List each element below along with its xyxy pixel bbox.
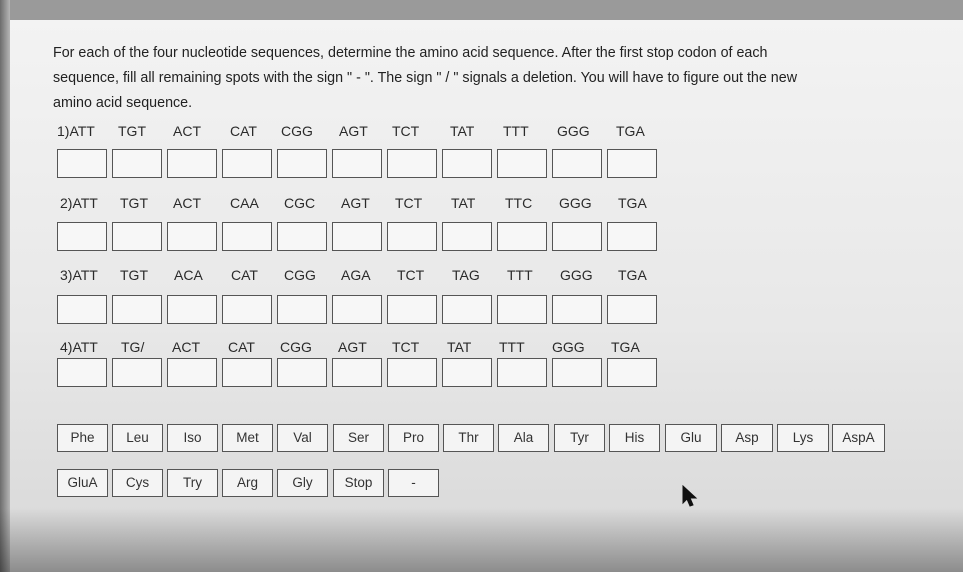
answer-box[interactable] [167, 295, 217, 324]
answer-box[interactable] [497, 295, 547, 324]
codon: CAT [228, 339, 255, 355]
answer-box[interactable] [442, 222, 492, 251]
answer-box[interactable] [607, 149, 657, 178]
codon: GGG [552, 339, 585, 355]
answer-box[interactable] [332, 149, 382, 178]
codon: GGG [557, 123, 590, 139]
answer-box[interactable] [167, 222, 217, 251]
codon: TAG [452, 267, 480, 283]
answer-box[interactable] [497, 222, 547, 251]
answer-box[interactable] [277, 358, 327, 387]
amino-chip-leu[interactable]: Leu [112, 424, 163, 452]
codon: TAT [447, 339, 472, 355]
codon: TGT [118, 123, 146, 139]
answer-box[interactable] [332, 295, 382, 324]
sequence-label: 3)ATT [60, 267, 98, 283]
answer-box[interactable] [112, 295, 162, 324]
answer-box[interactable] [497, 149, 547, 178]
codon: TTT [507, 267, 533, 283]
answer-box[interactable] [332, 358, 382, 387]
answer-box[interactable] [167, 149, 217, 178]
amino-chip-phe[interactable]: Phe [57, 424, 108, 452]
answer-box[interactable] [442, 358, 492, 387]
codon: CGG [284, 267, 316, 283]
codon: TGT [120, 267, 148, 283]
amino-chip-stop[interactable]: Stop [333, 469, 384, 497]
codon: CAA [230, 195, 259, 211]
codon: ACA [174, 267, 203, 283]
answer-box[interactable] [57, 222, 107, 251]
instructions-line-1: For each of the four nucleotide sequences, determine the amino acid sequence. After the first stop codon of each [53, 45, 768, 61]
amino-chip-glu[interactable]: Glu [665, 424, 717, 452]
codon: TGA [618, 267, 647, 283]
answer-box[interactable] [552, 149, 602, 178]
codon: CGG [281, 123, 313, 139]
instructions-text [53, 41, 913, 116]
amino-chip-ser[interactable]: Ser [333, 424, 384, 452]
codon: AGA [341, 267, 371, 283]
instructions-line-2: sequence, fill all remaining spots with the sign " - ". The sign " / " signals a deletion. You will have to figure out the new [53, 70, 798, 86]
answer-box[interactable] [387, 222, 437, 251]
amino-chip-gly[interactable]: Gly [277, 469, 328, 497]
amino-chip-arg[interactable]: Arg [222, 469, 273, 497]
amino-chip-glua[interactable]: GluA [57, 469, 108, 497]
answer-box[interactable] [222, 149, 272, 178]
answer-box[interactable] [332, 222, 382, 251]
amino-chip-iso[interactable]: Iso [167, 424, 218, 452]
answer-box[interactable] [112, 149, 162, 178]
codon: CAT [231, 267, 258, 283]
codon: CAT [230, 123, 257, 139]
codon: TGA [611, 339, 640, 355]
sequence-label: 2)ATT [60, 195, 98, 211]
answer-box[interactable] [387, 149, 437, 178]
codon: ACT [172, 339, 200, 355]
answer-box[interactable] [497, 358, 547, 387]
answer-box[interactable] [387, 295, 437, 324]
codon: TTC [505, 195, 533, 211]
codon: TCT [392, 339, 420, 355]
answer-box[interactable] [57, 149, 107, 178]
sequence-label: 1)ATT [57, 123, 95, 139]
codon: TTT [503, 123, 529, 139]
codon: AGT [338, 339, 367, 355]
answer-box[interactable] [387, 358, 437, 387]
answer-box[interactable] [277, 222, 327, 251]
codon: AGT [341, 195, 370, 211]
answer-box[interactable] [167, 358, 217, 387]
answer-box[interactable] [222, 358, 272, 387]
amino-chip-aspa[interactable]: AspA [832, 424, 885, 452]
answer-box[interactable] [277, 149, 327, 178]
codon: AGT [339, 123, 368, 139]
codon: TGA [616, 123, 645, 139]
amino-chip-pro[interactable]: Pro [388, 424, 439, 452]
codon: ACT [173, 195, 201, 211]
answer-box[interactable] [552, 358, 602, 387]
amino-chip-cys[interactable]: Cys [112, 469, 163, 497]
answer-box[interactable] [442, 149, 492, 178]
amino-chip-thr[interactable]: Thr [443, 424, 494, 452]
answer-box[interactable] [607, 295, 657, 324]
codon: TG/ [121, 339, 145, 355]
answer-box[interactable] [442, 295, 492, 324]
answer-box[interactable] [57, 358, 107, 387]
amino-chip-asp[interactable]: Asp [721, 424, 773, 452]
answer-box[interactable] [607, 222, 657, 251]
answer-box[interactable] [112, 358, 162, 387]
amino-chip-met[interactable]: Met [222, 424, 273, 452]
codon: TTT [499, 339, 525, 355]
answer-box[interactable] [552, 295, 602, 324]
codon: CGG [280, 339, 312, 355]
amino-chip-ala[interactable]: Ala [498, 424, 549, 452]
amino-chip-lys[interactable]: Lys [777, 424, 829, 452]
amino-chip-tyr[interactable]: Tyr [554, 424, 605, 452]
answer-box[interactable] [277, 295, 327, 324]
codon: TAT [450, 123, 475, 139]
answer-box[interactable] [607, 358, 657, 387]
codon: ACT [173, 123, 201, 139]
answer-box[interactable] [222, 295, 272, 324]
answer-box[interactable] [112, 222, 162, 251]
codon: TGT [120, 195, 148, 211]
codon: TCT [395, 195, 423, 211]
monitor-bezel [0, 0, 10, 572]
amino-chip-try[interactable]: Try [167, 469, 218, 497]
answer-box[interactable] [222, 222, 272, 251]
answer-box[interactable] [57, 295, 107, 324]
amino-chip-val[interactable]: Val [277, 424, 328, 452]
answer-box[interactable] [552, 222, 602, 251]
codon: TGA [618, 195, 647, 211]
amino-chip-dash[interactable]: - [388, 469, 439, 497]
codon: GGG [559, 195, 592, 211]
codon: TCT [397, 267, 425, 283]
codon: CGC [284, 195, 316, 211]
amino-chip-his[interactable]: His [609, 424, 660, 452]
mouse-pointer-icon [681, 485, 699, 507]
sequence-label: 4)ATT [60, 339, 98, 355]
codon: GGG [560, 267, 593, 283]
codon: TAT [451, 195, 476, 211]
codon: TCT [392, 123, 420, 139]
instructions-line-3: amino acid sequence. [53, 95, 193, 111]
